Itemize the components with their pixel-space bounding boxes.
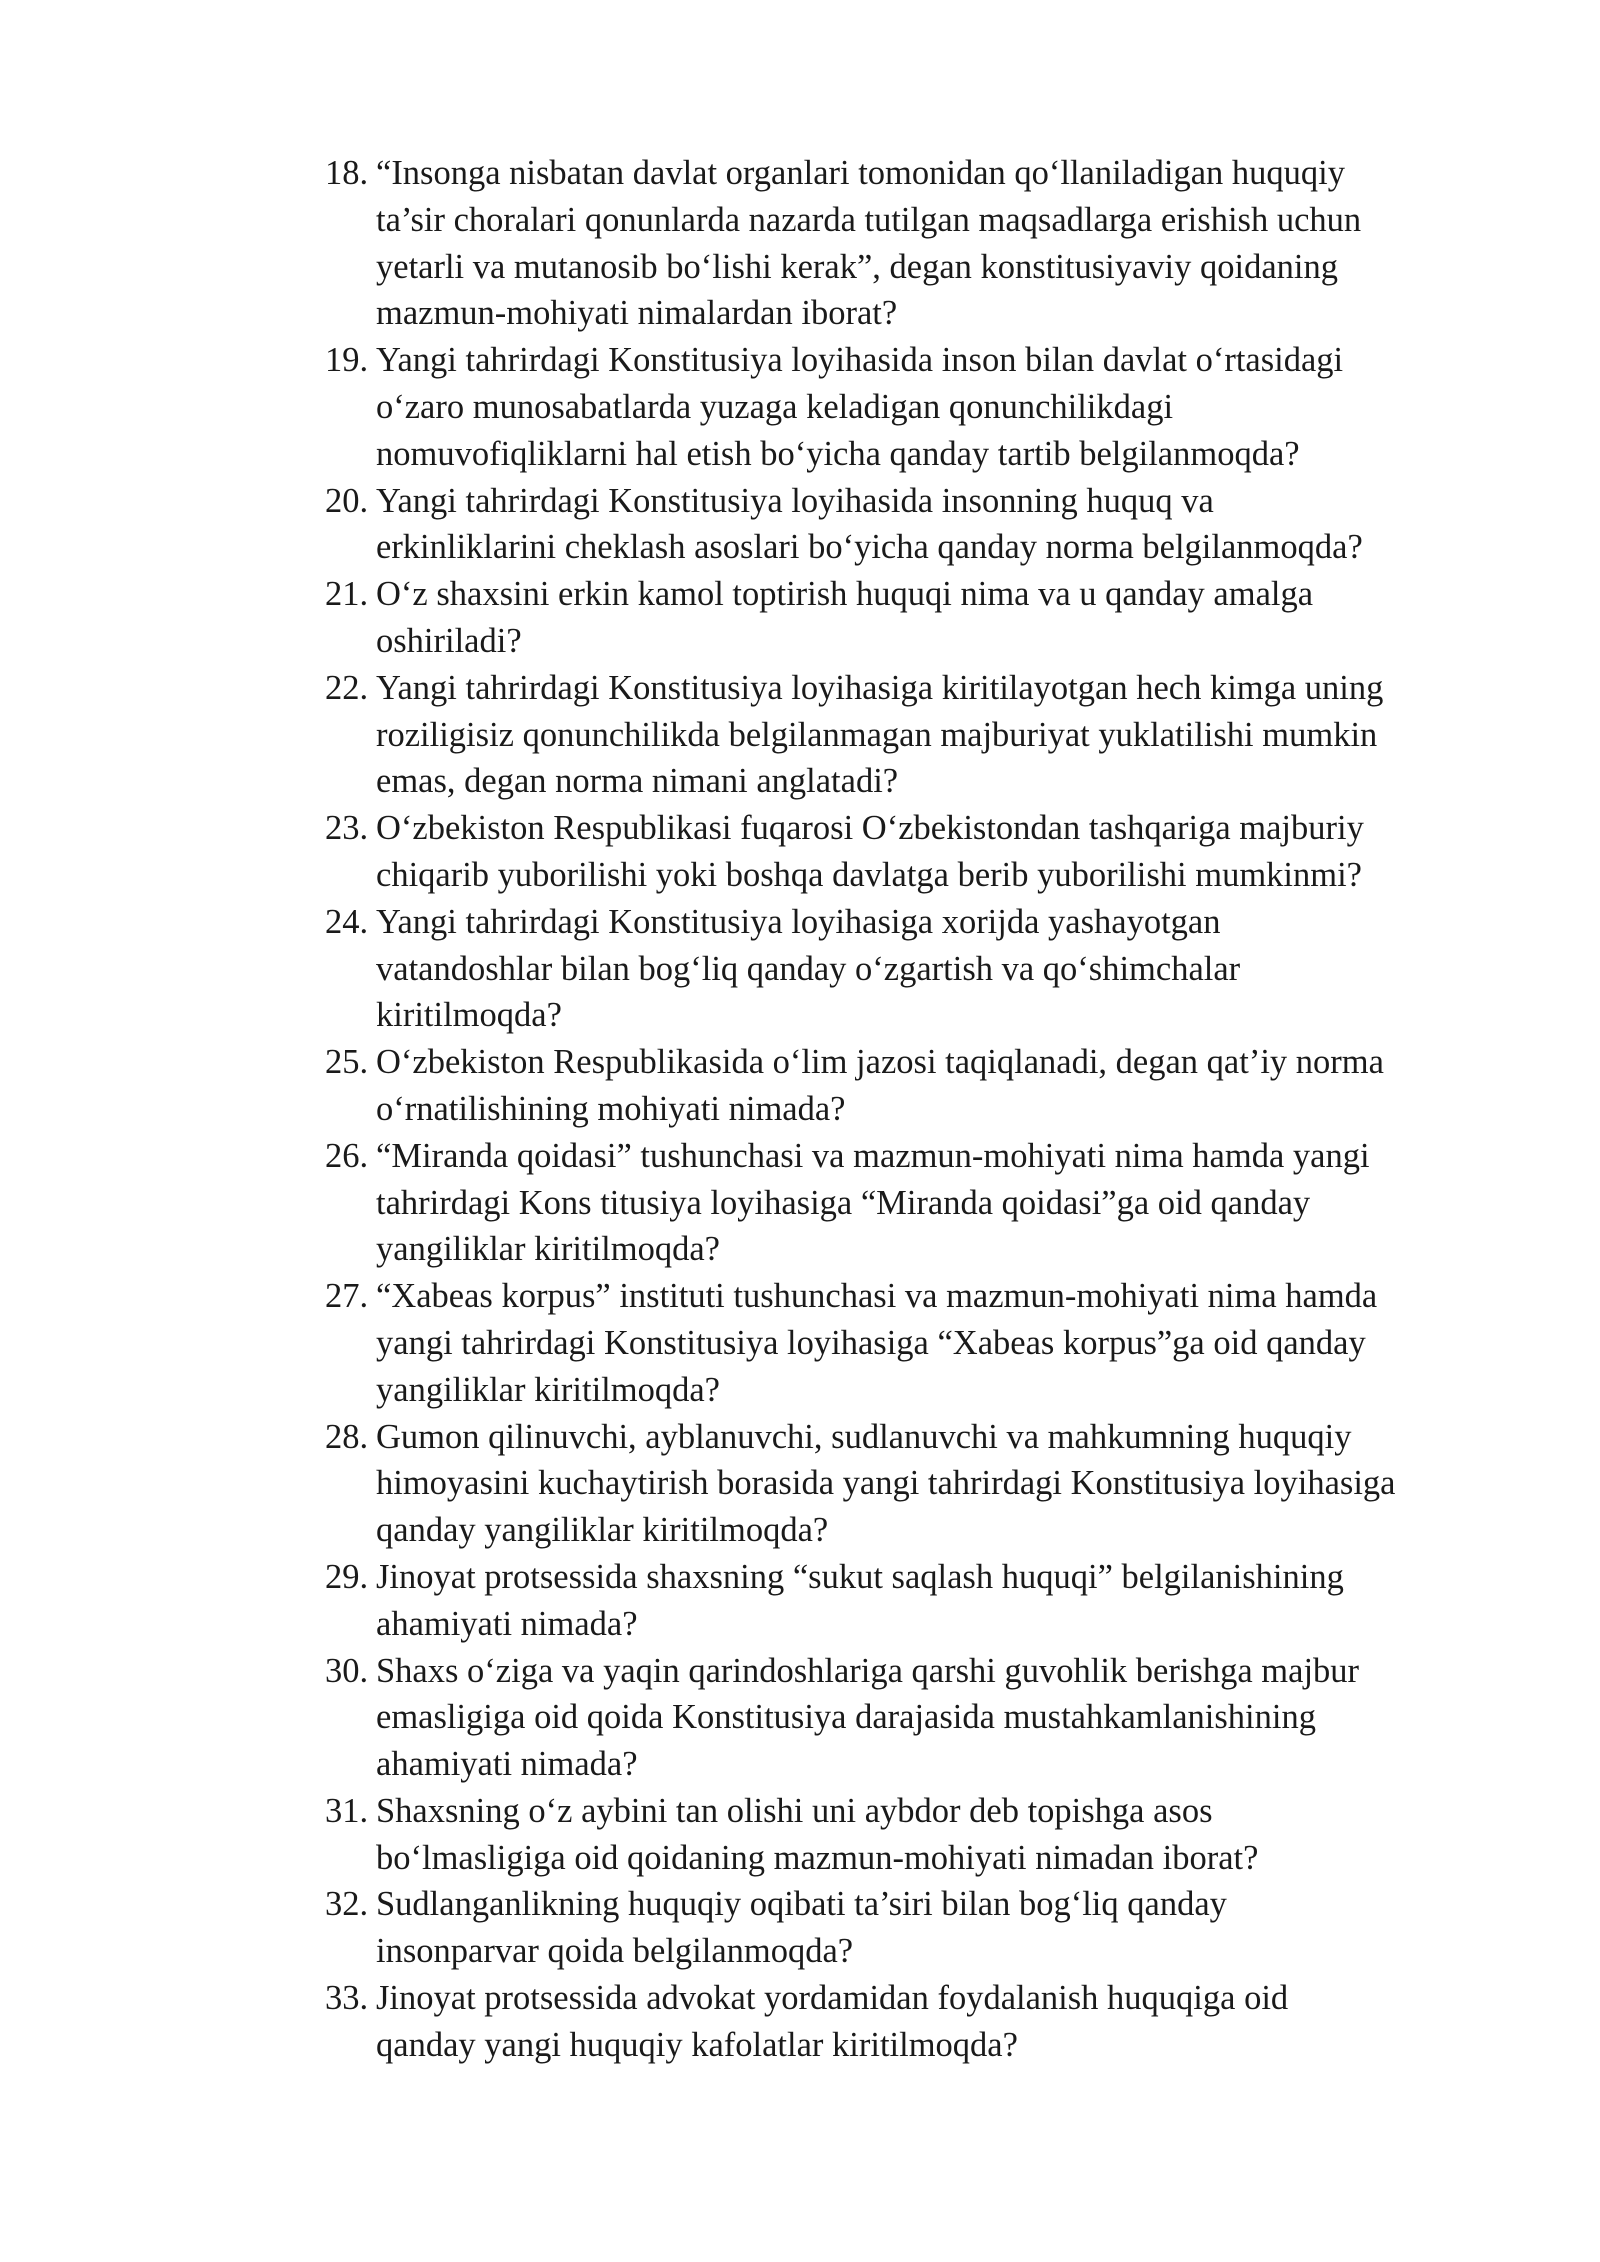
question-text: Jinoyat protsessida advokat yordamidan foydalanish huquqiga oid qanday yangi huquqiy kafolatlar kiritilmoqda? [376, 1979, 1289, 2064]
question-item [325, 899, 1505, 1039]
question-number: 27. [325, 1277, 369, 1316]
question-text: Yangi tahrirdagi Konstitusiya loyihasida insonning huquq va erkinliklarini cheklash asoslari bo‘yicha qanday norma belgilanmoqda? [376, 481, 1363, 567]
question-number: 25. [325, 1043, 369, 1082]
question-text: Yangi tahrirdagi Konstitusiya loyihasiga kiritilayotgan hech kimga uning roziligisiz qonunchilikda belgilanmagan majburiyat yuklatilishi mumkin emas, degan norma nimani anglatadi? [376, 668, 1384, 801]
question-text: O‘zbekiston Respublikasi fuqarosi O‘zbekistondan tashqariga majburiy chiqarib yuborilishi yoki boshqa davlatga berib yuborilishi mumkinmi? [376, 809, 1364, 894]
question-text: Shaxs o‘ziga va yaqin qarindoshlariga qarshi guvohlik berishga majbur emasligiga oid qoida Konstitusiya darajasida mustahkamlanishining ahamiyati nimada? [376, 1651, 1360, 1784]
question-list [325, 150, 1505, 2069]
question-item [325, 337, 1505, 477]
question-text: “Xabeas korpus” instituti tushunchasi va mazmun-mohiyati nima hamda yangi tahrirdagi Konstitusiya loyihasiga “Xabeas korpus”ga oid qanday yangiliklar kiritilmoqda? [376, 1277, 1378, 1409]
question-item [325, 1273, 1505, 1413]
question-number: 22. [325, 668, 369, 707]
question-number: 26. [325, 1136, 369, 1175]
question-item [325, 150, 1505, 337]
question-number: 23. [325, 809, 369, 848]
question-text: “Insonga nisbatan davlat organlari tomonidan qo‘llaniladigan huquqiy ta’sir choralari qonunlarda nazarda tutilgan maqsadlarga erishish uchun yetarli va mutanosib bo‘lishi kerak”, degan konstitusiyaviy qoidaning mazmun-mohiyati nimalardan iborat? [376, 154, 1362, 333]
question-text: Jinoyat protsessida shaxsning “sukut saqlash huquqi” belgilanishining ahamiyati nimada? [376, 1557, 1344, 1643]
question-number: 20. [325, 481, 369, 520]
question-number: 32. [325, 1885, 369, 1924]
question-item [325, 478, 1505, 572]
question-item [325, 1975, 1505, 2069]
question-number: 21. [325, 575, 369, 614]
question-text: Yangi tahrirdagi Konstitusiya loyihasiga xorijda yashayotgan vatandoshlar bilan bog‘liq qanday o‘zgartish va qo‘shimchalar kiritilmoqda? [376, 902, 1241, 1035]
question-text: Gumon qilinuvchi, ayblanuvchi, sudlanuvchi va mahkumning huquqiy himoyasini kuchaytirish borasida yangi tahrirdagi Konstitusiya loyihasiga qanday yangiliklar kiritilmoqda? [376, 1417, 1396, 1550]
question-item [325, 1133, 1505, 1273]
question-item [325, 1039, 1505, 1133]
question-text: Shaxsning o‘z aybini tan olishi uni aybdor deb topishga asos bo‘lmasligiga oid qoidaning mazmun-mohiyati nimadan iborat? [376, 1791, 1259, 1877]
question-number: 24. [325, 902, 369, 941]
question-item [325, 571, 1505, 665]
question-item [325, 805, 1505, 899]
question-text: O‘z shaxsini erkin kamol toptirish huquqi nima va u qanday amalga oshiriladi? [376, 575, 1314, 660]
question-number: 30. [325, 1651, 369, 1690]
question-number: 29. [325, 1557, 369, 1596]
question-text: Sudlanganlikning huquqiy oqibati ta’siri bilan bog‘liq qanday insonparvar qoida belgilanmoqda? [376, 1885, 1227, 1971]
question-number: 18. [325, 154, 369, 192]
question-text: Yangi tahrirdagi Konstitusiya loyihasida inson bilan davlat o‘rtasidagi o‘zaro munosabatlarda yuzaga keladigan qonunchilikdagi nomuvofiqliklarni hal etish bo‘yicha qanday tartib belgilanmoqda? [376, 341, 1344, 473]
question-item [325, 1881, 1505, 1975]
question-text: “Miranda qoidasi” tushunchasi va mazmun-mohiyati nima hamda yangi tahrirdagi Kons titusiya loyihasiga “Miranda qoidasi”ga oid qanday yangiliklar kiritilmoqda? [376, 1136, 1370, 1269]
question-number: 31. [325, 1791, 369, 1830]
question-item [325, 665, 1505, 805]
question-item [325, 1554, 1505, 1648]
question-item [325, 1788, 1505, 1882]
question-number: 33. [325, 1979, 369, 2018]
question-item [325, 1414, 1505, 1554]
question-item [325, 1648, 1505, 1788]
question-number: 28. [325, 1417, 369, 1456]
question-number: 19. [325, 341, 369, 380]
question-text: O‘zbekiston Respublikasida o‘lim jazosi taqiqlanadi, degan qat’iy norma o‘rnatilishining mohiyati nimada? [376, 1043, 1384, 1128]
